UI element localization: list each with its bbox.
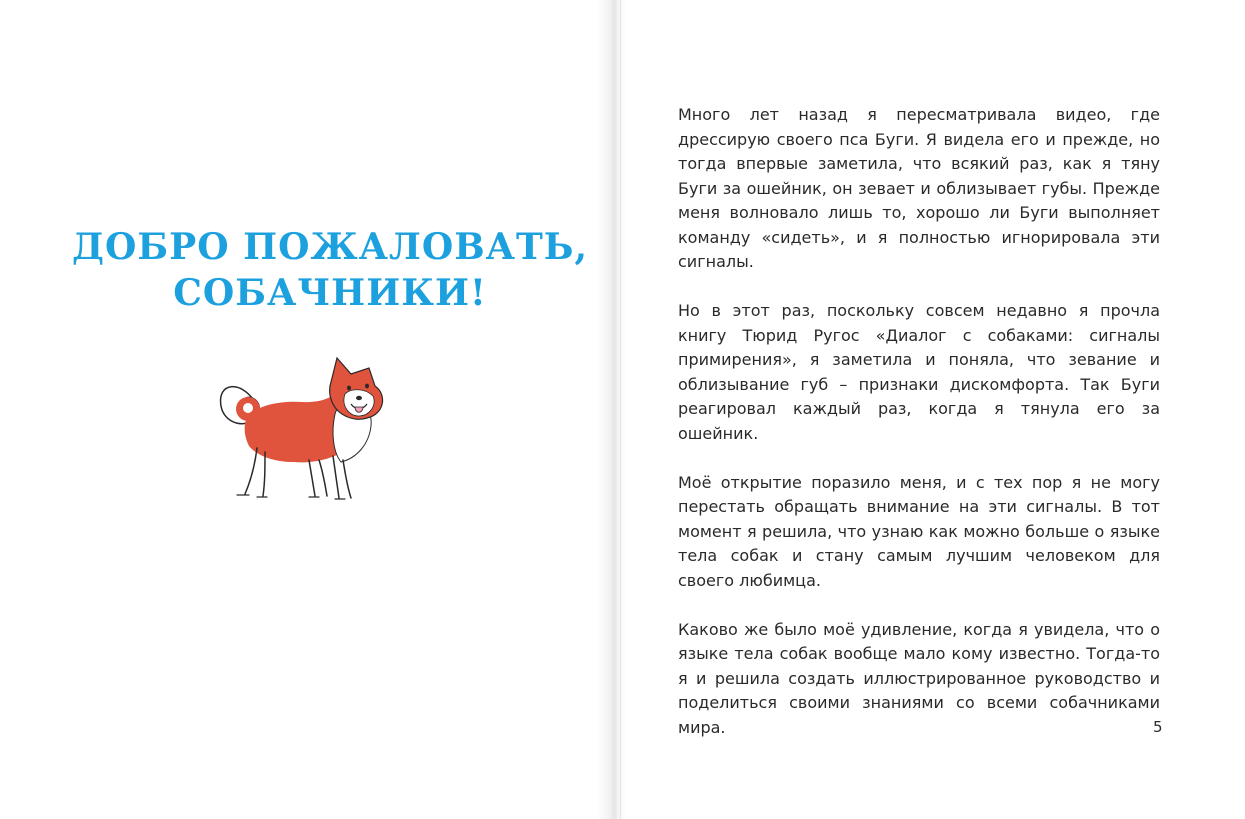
dog-illustration: [205, 352, 400, 504]
dog-head: [330, 358, 383, 419]
title-line-1: ДОБРО ПОЖАЛОВАТЬ,: [72, 226, 588, 268]
book-gutter-shadow: [596, 0, 626, 819]
paragraph-3: Моё открытие поразило меня, и с тех пор я не могу перестать обращать внимание на эти сигналы. В тот момент я решила, что узнаю как можно больше о языке тела собак и стану самым лучшим человеком для своего любимца.: [678, 472, 1160, 590]
book-gutter-line: [620, 0, 621, 819]
right-page: [626, 0, 1245, 819]
paragraph-1: Много лет назад я пересматривала видео, где дрессирую своего пса Буги. Я видела его и прежде, но тогда впервые заметила, что всякий раз, как я тяну Буги за ошейник, он зевает и облизывает губы. Прежде меня волновало лишь то, хорошо ли Буги выполняет команду «сидеть», и я полностью игнорировала эти сигналы.: [678, 105, 1160, 271]
page-title: [40, 224, 620, 316]
page-number: 5: [1153, 718, 1163, 736]
dog-tongue: [355, 407, 363, 412]
left-page: [0, 0, 612, 819]
body-text: [678, 103, 1160, 765]
paragraph-2: Но в этот раз, поскольку совсем недавно я прочла книгу Тюрид Ругос «Диалог с собаками: сигналы примирения», я заметила и поняла, что зевание и облизывание губ – признаки дискомфорта. Так Буги реагировал каждый раз, когда я тянула его за ошейник.: [678, 301, 1160, 443]
title-line-2: СОБАЧНИКИ!: [173, 272, 487, 314]
dog-paws: [237, 495, 345, 499]
paragraph-4: Каково же было моё удивление, когда я увидела, что о языке тела собак вообще мало кому известно. Тогда-то я и решила создать иллюстрированное руководство и поделиться своими знаниями со всеми собачниками мира.: [678, 619, 1160, 737]
